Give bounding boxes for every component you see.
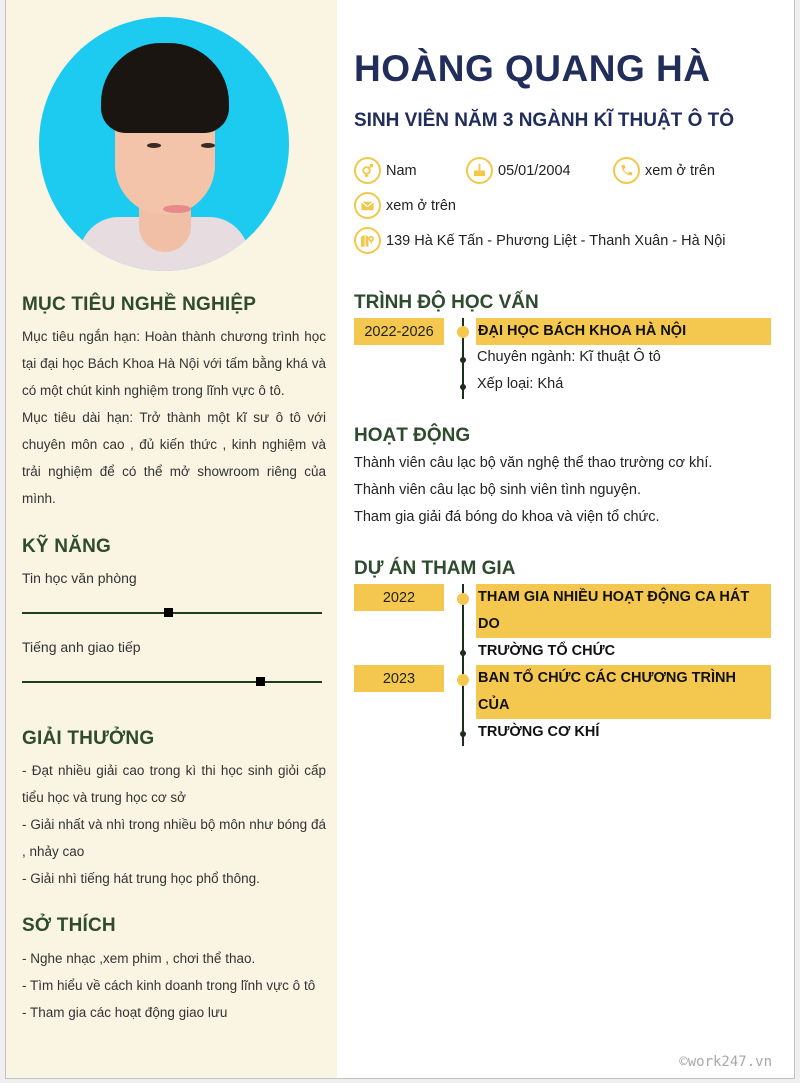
hobby-item: - Nghe nhạc ,xem phim , chơi thể thao. [22,951,256,966]
gender-icon [354,157,381,184]
timeline-dot [460,384,466,390]
project-line: TRƯỜNG CƠ KHÍ [478,724,600,740]
skills-title: KỸ NĂNG [22,536,112,557]
phone-value: xem ở trên [645,162,715,179]
cv-page [5,0,795,1079]
education-detail: Xếp loại: Khá [477,376,564,392]
email-value: xem ở trên [386,197,456,214]
skill-label: Tin học văn phòng [22,570,137,586]
timeline-dot [460,650,466,656]
awards-title: GIẢI THƯỞNG [22,728,155,749]
activity-item: Thành viên câu lạc bộ văn nghệ thể thao trường cơ khí. [354,455,713,471]
timeline-dot [457,326,469,338]
contact-email [354,192,456,219]
watermark: ©work247.vn [679,1054,772,1070]
objective-title: MỤC TIÊU NGHỀ NGHIỆP [22,294,257,315]
activity-item: Tham gia giải đá bóng do khoa và viện tổ chức. [354,509,660,525]
project-line: BAN TỔ CHỨC CÁC CHƯƠNG TRÌNH CỦA [478,670,736,713]
skill-bar [22,612,322,614]
skill-label: Tiếng anh giao tiếp [22,639,141,655]
project-description [476,665,771,740]
hobby-item: - Tìm hiểu về cách kinh doanh trong lĩnh vực ô tô [22,978,316,993]
phone-icon [613,157,640,184]
skill-level-marker [164,608,173,617]
birthday-cake-icon [466,157,493,184]
right-column [337,0,795,1078]
project-year: 2022 [354,584,444,611]
education-period: 2022-2026 [354,318,444,345]
timeline-dot [460,731,466,737]
contact-gender [354,157,417,184]
avatar-mouth [163,205,191,213]
gender-value: Nam [386,162,417,179]
objective-short-term: Mục tiêu ngắn hạn: Hoàn thành chương trình học tại đại học Bách Khoa Hà Nội với tấm bằng khá và có một chút kinh nghiệm trong lĩnh vực ô tô. [22,329,326,398]
activities-title: HOẠT ĐỘNG [354,425,471,446]
skill-bar [22,681,322,683]
left-column [6,0,337,1078]
candidate-role: SINH VIÊN NĂM 3 NGÀNH KĨ THUẬT Ô TÔ [354,110,735,131]
skill-level-marker [256,677,265,686]
project-year: 2023 [354,665,444,692]
avatar-eye [201,143,215,148]
award-item: - Giải nhì tiếng hát trung học phổ thông. [22,871,260,886]
email-icon [354,192,381,219]
award-item: - Giải nhất và nhì trong nhiều bộ môn như bóng đá , nhảy cao [22,817,326,859]
objective-long-term: Mục tiêu dài hạn: Trở thành một kĩ sư ô tô với chuyên môn cao , đủ kiến thức , kinh nghiệm và trải nghiệm để có thể mở showroom riêng của mình. [22,410,326,506]
project-line: THAM GIA NHIỀU HOẠT ĐỘNG CA HÁT DO [478,589,750,632]
projects-timeline [462,584,464,746]
avatar-photo [39,17,289,271]
candidate-name: HOÀNG QUANG HÀ [354,48,711,89]
birthday-value: 05/01/2004 [498,162,571,179]
projects-title: DỰ ÁN THAM GIA [354,558,516,579]
education-title: TRÌNH ĐỘ HỌC VẤN [354,292,539,313]
contact-address [354,227,725,254]
map-pin-icon [354,227,381,254]
contact-birthday [466,157,571,184]
timeline-dot [460,357,466,363]
address-value: 139 Hà Kế Tấn - Phương Liệt - Thanh Xuân - Hà Nội [386,232,726,249]
timeline-dot [457,674,469,686]
hobby-item: - Tham gia các hoạt động giao lưu [22,1005,228,1020]
project-line: TRƯỜNG TỔ CHỨC [478,643,616,659]
avatar-hair [101,43,229,133]
hobbies-title: SỞ THÍCH [22,915,116,936]
project-description [476,584,771,659]
award-item: - Đạt nhiều giải cao trong kì thi học sinh giỏi cấp tiểu học và trung học cơ sở [22,763,326,805]
avatar-eye [147,143,161,148]
activity-item: Thành viên câu lạc bộ sinh viên tình nguyện. [354,482,641,498]
education-detail: Chuyên ngành: Kĩ thuật Ô tô [477,349,661,365]
education-school: ĐẠI HỌC BÁCH KHOA HÀ NỘI [476,318,771,345]
contact-phone [613,157,715,184]
timeline-dot [457,593,469,605]
